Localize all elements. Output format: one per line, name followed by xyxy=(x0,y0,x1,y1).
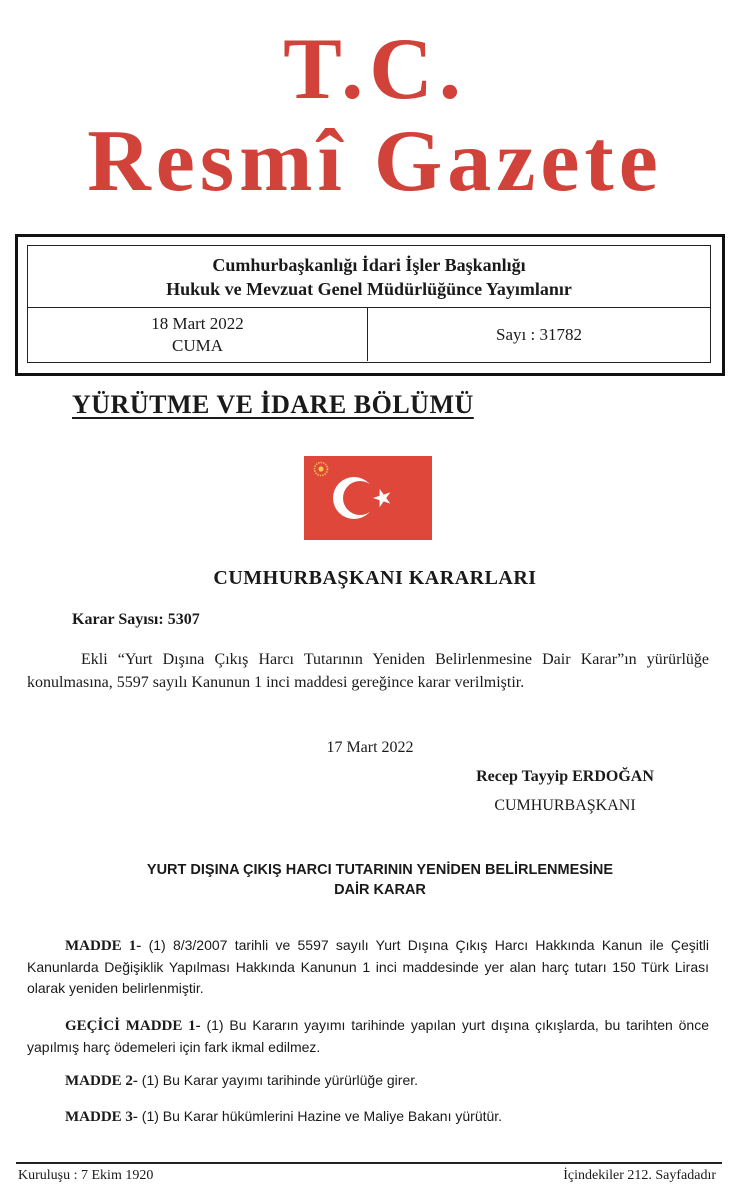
article-text: (1) 8/3/2007 tarihli ve 5597 sayılı Yurt Dışına Çıkış Harcı Hakkında Kanun ile Çeşitli Kanunlarda Değişiklik Yapılması Hakkında Kanunun 1 inci maddesinde yer alan harç tutarı 150 Türk Lirası olarak yeniden belirlenmiştir. xyxy=(27,937,710,996)
signature-date: 17 Mart 2022 xyxy=(326,739,414,756)
decree-title-line-2: DAİR KARAR xyxy=(334,882,426,898)
article-text: (1) Bu Kararın yayımı tarihinde yapılan yurt dışına çıkışlarda, bu tarihten önce yapılmış harç ödemeleri için fark ikmal edilmez. xyxy=(27,1017,709,1055)
article-label: MADDE 3- xyxy=(65,1109,138,1125)
footer-founded: Kuruluşu : 7 Ekim 1920 xyxy=(18,1168,154,1183)
masthead-title: Resmî Gazete xyxy=(87,113,663,210)
issue-date-cell xyxy=(28,308,368,361)
publisher-box xyxy=(15,234,725,376)
issue-weekday: CUMA xyxy=(171,336,223,355)
decision-number: Karar Sayısı: 5307 xyxy=(72,611,200,628)
article-2 xyxy=(27,1070,709,1092)
article-3 xyxy=(27,1106,709,1128)
publisher-line-1: Cumhurbaşkanlığı İdari İşler Başkanlığı xyxy=(212,255,526,275)
decisions-title: CUMHURBAŞKANI KARARLARI xyxy=(213,567,537,589)
decree-title xyxy=(60,860,700,900)
footer-contents: İçindekiler 212. Sayfadadır xyxy=(563,1168,716,1183)
footer-divider xyxy=(16,1162,722,1164)
article-label: MADDE 2- xyxy=(65,1073,138,1089)
publisher-header xyxy=(28,246,710,308)
issue-date: 18 Mart 2022 xyxy=(151,314,244,333)
issue-info-row xyxy=(28,308,710,361)
article-1 xyxy=(27,935,709,999)
article-provisional-1 xyxy=(27,1015,709,1058)
article-label: GEÇİCİ MADDE 1- xyxy=(65,1018,201,1034)
signer-name: Recep Tayyip ERDOĞAN xyxy=(476,768,654,785)
publisher-line-2: Hukuk ve Mevzuat Genel Müdürlüğünce Yayımlanır xyxy=(166,279,572,299)
signer-title: CUMHURBAŞKANI xyxy=(494,797,636,814)
article-label: MADDE 1- xyxy=(65,938,142,954)
turkish-flag-icon xyxy=(304,456,432,540)
masthead-tc: T.C. xyxy=(283,21,467,118)
article-text: (1) Bu Karar yayımı tarihinde yürürlüğe girer. xyxy=(137,1072,419,1088)
section-title: YÜRÜTME VE İDARE BÖLÜMÜ xyxy=(72,390,474,419)
publisher-inner-box xyxy=(27,245,711,363)
decision-intro: Ekli “Yurt Dışına Çıkış Harcı Tutarının Yeniden Belirlenmesine Dair Karar”ın yürürlüğe konulmasına, 5597 sayılı Kanunun 1 inci maddesi gereğince karar verilmiştir. xyxy=(27,651,709,691)
article-text: (1) Bu Karar hükümlerini Hazine ve Maliye Bakanı yürütür. xyxy=(137,1108,503,1124)
issue-number: Sayı : 31782 xyxy=(496,325,582,344)
decree-title-line-1: YURT DIŞINA ÇIKIŞ HARCI TUTARININ YENİDEN BELİRLENMESİNE xyxy=(146,862,614,878)
